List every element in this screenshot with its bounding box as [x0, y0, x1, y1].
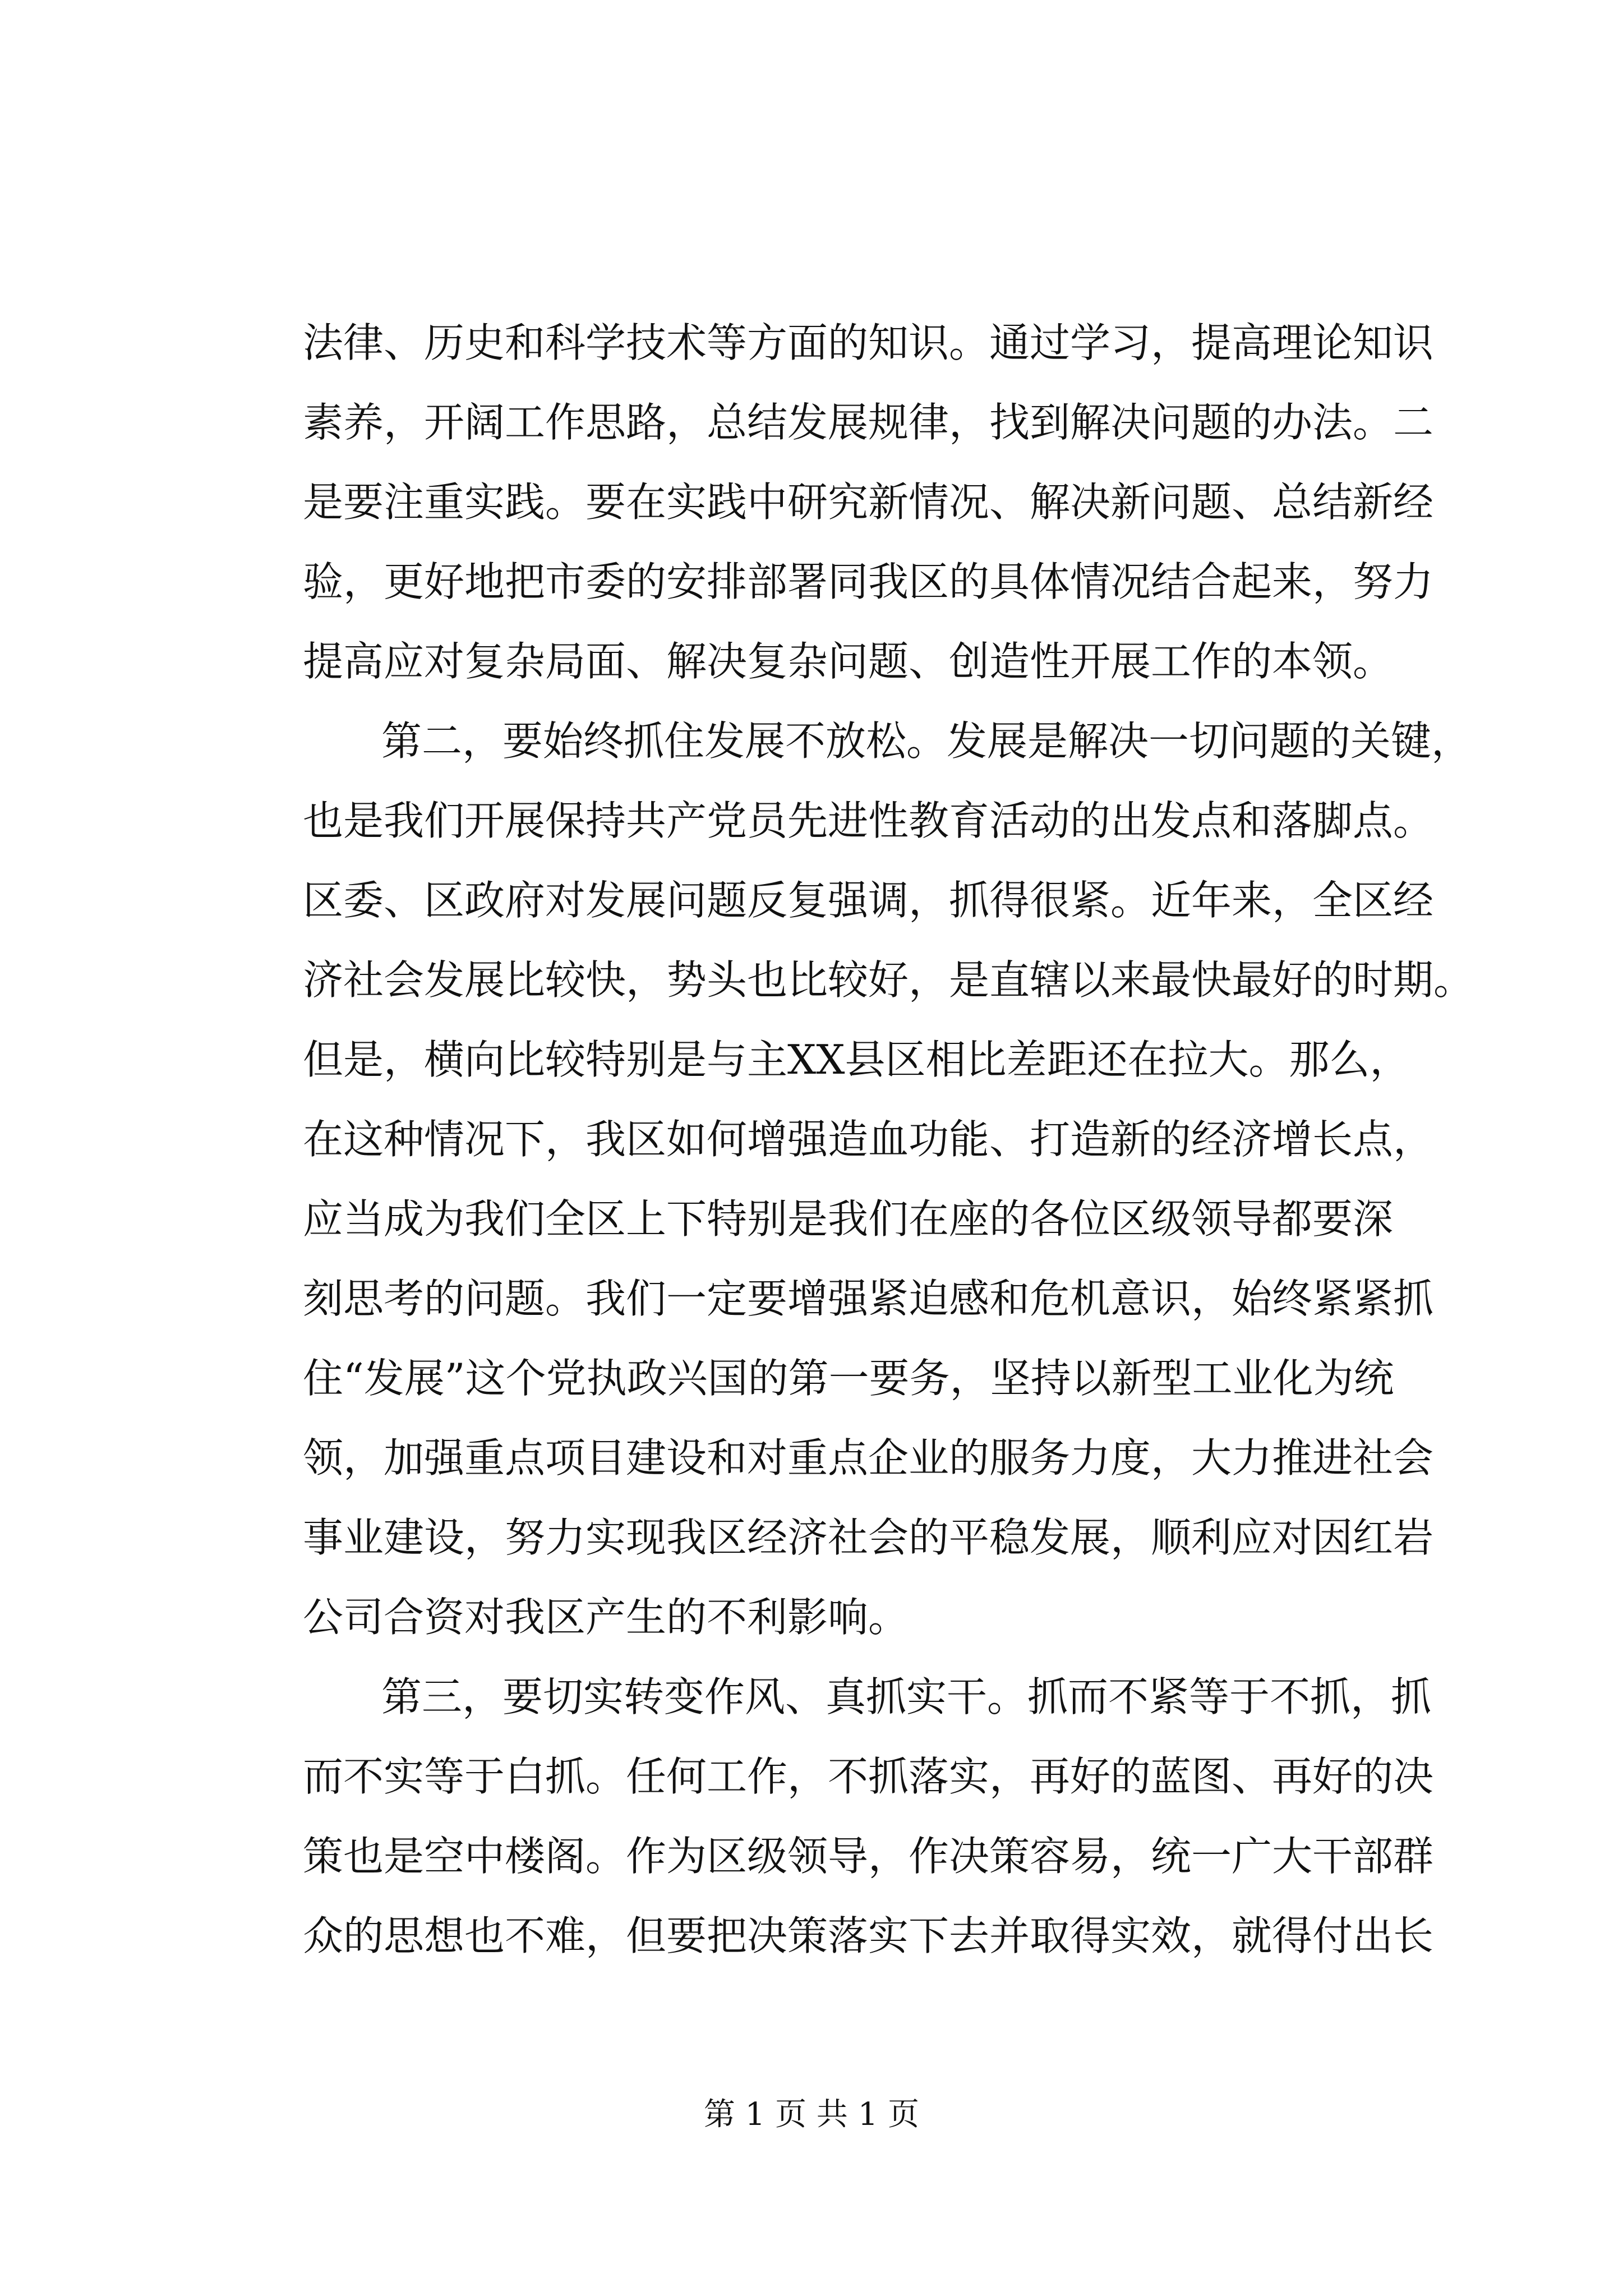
text-line: 应当成为我们全区上下特别是我们在座的各位区级领导都要深: [303, 1195, 1394, 1243]
paragraph-start-line: 第二，要始终抓住发展不放松。发展是解决一切问题的关键，: [381, 717, 1472, 765]
text-line: 刻思考的问题。我们一定要增强紧迫感和危机意识，始终紧紧抓: [303, 1275, 1434, 1322]
text-line: 领，加强重点项目建设和对重点企业的服务力度，大力推进社会: [303, 1434, 1434, 1481]
text-line: 法律、历史和科学技术等方面的知识。通过学习，提高理论知识: [303, 319, 1434, 366]
page-number-label: 第 1 页 共 1 页: [703, 2096, 920, 2133]
text-line: 也是我们开展保持共产党员先进性教育活动的出发点和落脚点。: [303, 797, 1434, 844]
text-line: 是要注重实践。要在实践中研究新情况、解决新问题、总结新经: [303, 478, 1434, 526]
text-line: 但是，横向比较特别是与主XX县区相比差距还在拉大。那么，: [303, 1036, 1410, 1083]
text-line: 提高应对复杂局面、解决复杂问题、创造性开展工作的本领。: [303, 638, 1394, 685]
page-footer: [0, 2092, 1623, 2137]
text-line: 济社会发展比较快，势头也比较好，是直辖以来最快最好的时期。: [303, 956, 1474, 1004]
text-line: 公司合资对我区产生的不利影响。: [303, 1594, 909, 1641]
body-text: [303, 303, 1474, 1976]
text-line: 而不实等于白抓。任何工作，不抓落实，再好的蓝图、再好的决: [303, 1753, 1434, 1800]
paragraph-start-line: 第三，要切实转变作风、真抓实干。抓而不紧等于不抓，抓: [381, 1673, 1432, 1720]
text-line: 区委、区政府对发展问题反复强调，抓得很紧。近年来，全区经: [303, 877, 1434, 924]
text-line: 住“发展”这个党执政兴国的第一要务，坚持以新型工业化为统: [303, 1355, 1394, 1402]
text-line: 策也是空中楼阁。作为区级领导，作决策容易，统一广大干部群: [303, 1833, 1434, 1880]
text-line: 验，更好地把市委的安排部署同我区的具体情况结合起来，努力: [303, 558, 1434, 605]
text-line: 众的思想也不难，但要把决策落实下去并取得实效，就得付出长: [303, 1912, 1434, 1959]
text-line: 在这种情况下，我区如何增强造血功能、打造新的经济增长点，: [303, 1116, 1434, 1163]
text-line: 事业建设，努力实现我区经济社会的平稳发展，顺利应对因红岩: [303, 1514, 1434, 1561]
text-line: 素养，开阔工作思路，总结发展规律，找到解决问题的办法。二: [303, 399, 1434, 446]
